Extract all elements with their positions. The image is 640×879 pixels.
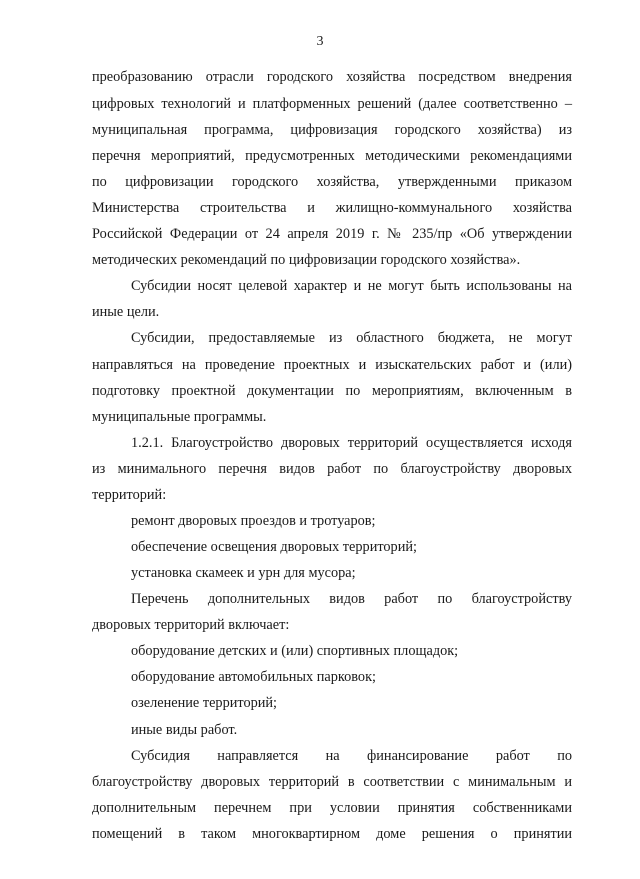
text-line: Российской Федерации от 24 апреля 2019 г. № 235/пр «Об утверждении [92,226,572,242]
text-line: направляться на проведение проектных и изыскательских работ и (или) [92,357,572,373]
list-item: иные виды работ. [131,722,238,738]
paragraph-first-line: Субсидии носят целевой характер и не могут быть использованы на [131,278,572,294]
text-line: Министерства строительства и жилищно-коммунального хозяйства [92,200,572,216]
text-line: дворовых территорий включает: [92,617,290,633]
text-line: подготовку проектной документации по мероприятиям, включенным в [92,383,572,399]
paragraph-first-line: Субсидии, предоставляемые из областного бюджета, не могут [131,330,572,346]
text-line: цифровых технологий и платформенных решений (далее соответственно – [92,96,572,112]
text-line: муниципальные программы. [92,409,267,425]
text-line: по цифровизации городского хозяйства, утвержденными приказом [92,174,572,190]
text-line: иные цели. [92,304,160,320]
paragraph-first-line: Субсидия направляется на финансирование работ по [131,748,572,764]
paragraph-first-line: 1.2.1. Благоустройство дворовых территорий осуществляется исходя [131,435,572,451]
paragraph-first-line: Перечень дополнительных видов работ по благоустройству [131,591,572,607]
list-item: оборудование детских и (или) спортивных площадок; [131,643,459,659]
text-line: благоустройству дворовых территорий в соответствии с минимальным и [92,774,572,790]
list-item: обеспечение освещения дворовых территорий; [131,539,417,555]
text-line: методических рекомендаций по цифровизации городского хозяйства». [92,252,521,268]
text-line: территорий: [92,487,167,503]
page-number: 3 [316,34,324,49]
text-line: из минимального перечня видов работ по благоустройству дворовых [92,461,572,477]
text-line: перечня мероприятий, предусмотренных методическими рекомендациями [92,148,572,164]
list-item: оборудование автомобильных парковок; [131,669,376,685]
list-item: ремонт дворовых проездов и тротуаров; [131,513,376,529]
text-line: муниципальная программа, цифровизация городского хозяйства) из [92,122,572,138]
list-item: установка скамеек и урн для мусора; [131,565,356,581]
list-item: озеленение территорий; [131,695,278,711]
text-line: дополнительным перечнем при условии принятия собственниками [92,800,572,816]
text-line: преобразованию отрасли городского хозяйства посредством внедрения [92,69,572,85]
text-line: помещений в таком многоквартирном доме решения о принятии [92,826,572,842]
